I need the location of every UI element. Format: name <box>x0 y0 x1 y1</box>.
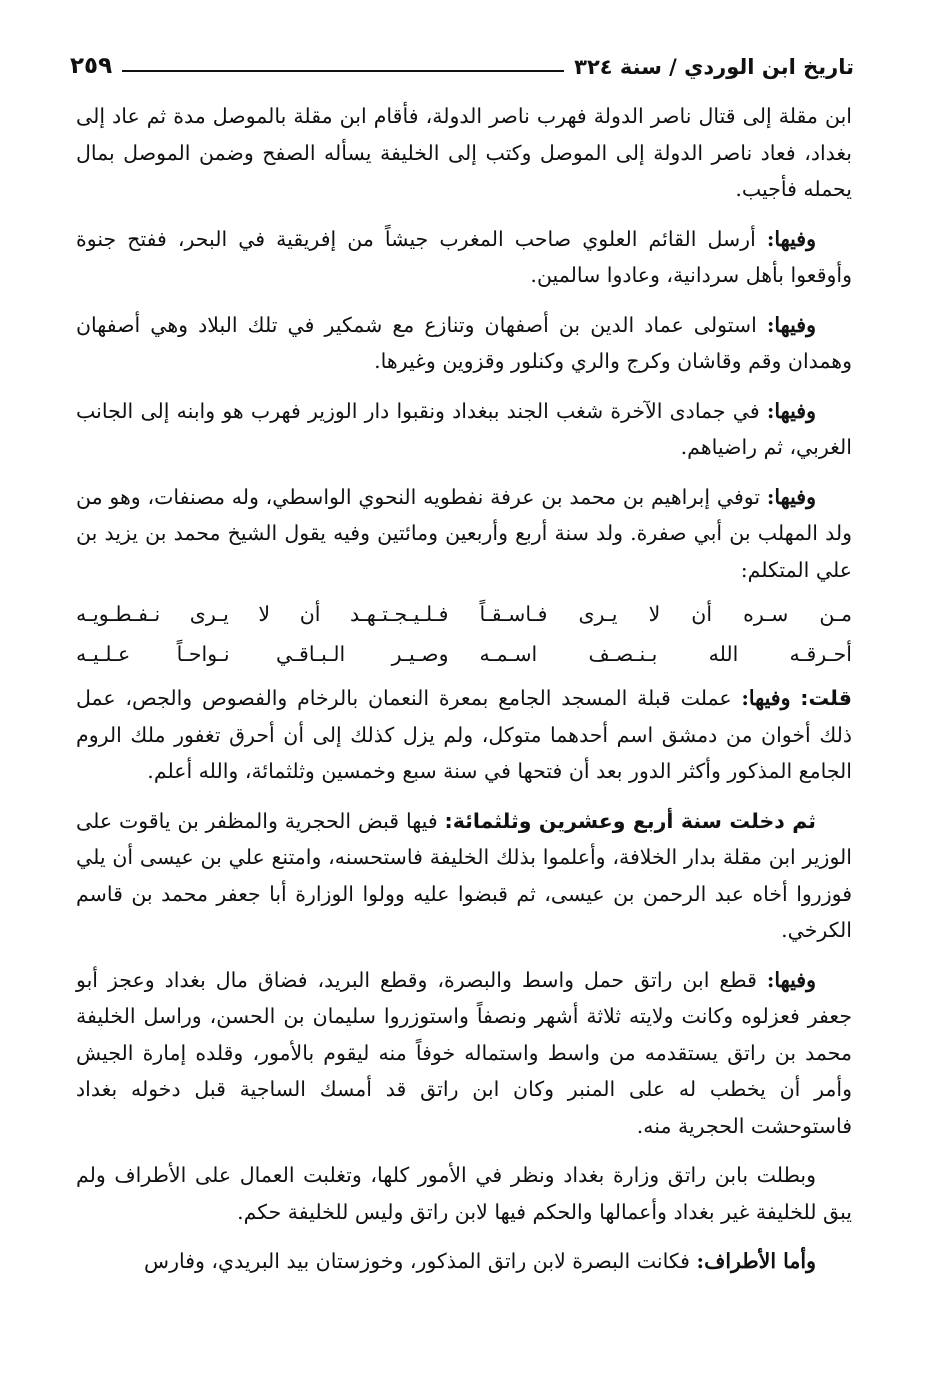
paragraph <box>76 307 852 380</box>
poem <box>76 594 852 674</box>
poem-hemistich-first: مـن سـره أن لا يـرى فـاسـقـاً <box>479 602 852 626</box>
paragraph <box>76 1157 852 1230</box>
paragraph-text: فيها قبض الحجرية والمظفر بن ياقوت على الوزير ابن مقلة بدار الخلافة، وأعلموا بذلك الخليفة فاستحسنه، وامتنع علي بن عيسى أن يلي فوزروا أخاه عبد الرحمن بن عيسى، ثم قبضوا عليه وولوا الوزارة أبا جعفر محمد بن قاسم الكرخي. <box>76 808 852 942</box>
header-rule <box>122 70 564 72</box>
page-number: ٢٥٩ <box>70 53 113 79</box>
paragraph-text: توفي إبراهيم بن محمد بن عرفة نفطويه النحوي الواسطي، وله مصنفات، وهو من ولد المهلب بن أبي صفرة. ولد سنة أربع وأربعين ومائتين وفيه يقول الشيخ محمد بن يزيد بن علي المتكلم: <box>76 484 852 582</box>
paragraph <box>76 98 852 208</box>
paragraph-lead: وفيها: <box>766 226 816 251</box>
paragraph-text: استولى عماد الدين بن أصفهان وتنازع مع شمكير في تلك البلاد وهي أصفهان وهمدان وقم وقاشان وكرج والري وكنلور وقزوين وغيرها. <box>76 312 852 373</box>
page-header <box>70 44 854 84</box>
paragraph <box>76 1243 852 1280</box>
paragraph <box>76 479 852 589</box>
paragraph-text: عملت قبلة المسجد الجامع بمعرة النعمان بالرخام والفصوص والجص، عمل ذلك أخوان من دمشق اسم أحدهما متوكل، ولم يزل كذلك إلى أن أحرق تغفور ملك الروم الجامع المذكور وأكثر الدور بعد أن فتحها في سنة سبع وخمسين وثلثمائة، والله أعلم. <box>76 686 852 783</box>
year-section <box>76 803 852 949</box>
paragraph-lead: وفيها: <box>766 398 816 423</box>
year-heading: ثم دخلت سنة أربع وعشرين وثلثمائة: <box>444 808 816 833</box>
paragraph-lead: وأما الأطراف: <box>696 1249 816 1273</box>
poem-verse <box>76 594 852 634</box>
running-title: تاريخ ابن الوردي / سنة ٣٢٤ <box>574 55 854 79</box>
paragraph-lead: وفيها: <box>766 312 816 337</box>
poem-hemistich-second: فـلـيـجـتـهـد أن لا يـرى نـفـطـويـه <box>76 602 449 626</box>
paragraph-text: فكانت البصرة لابن راتق المذكور، وخوزستان بيد البريدي، وفارس <box>144 1249 697 1273</box>
paragraph-text: قطع ابن راتق حمل واسط والبصرة، وقطع البريد، فضاق مال بغداد وعجز أبو جعفر فعزلوه وكانت ولايته ثلاثة أشهر ونصفاً واستوزروا سليمان بن الحسن، وراسل الخليفة محمد بن راتق يستقدمه من واسط واستماله خوفاً منه ليقوم بالأمور، وقلده إمارة الجيش وأمر أن يخطب له على المنبر وكان ابن راتق قد أمسك الساجية قبل دخوله بغداد فاستوحشت الحجرية منه. <box>76 967 852 1138</box>
poem-hemistich-second: وصـيـر الـبـاقـي نـواحـاً عـلـيـه <box>76 642 449 666</box>
qult-paragraph <box>76 680 852 790</box>
paragraph <box>76 962 852 1145</box>
paragraph-text: ابن مقلة إلى قتال ناصر الدولة فهرب ناصر الدولة، فأقام ابن مقلة بالموصل مدة ثم عاد إلى بغداد، فعاد ناصر الدولة إلى الموصل وكتب إلى الخليفة يسأله الصفح وضمن الموصل بمال يحمله فأجيب. <box>76 104 852 201</box>
paragraph-lead: وفيها: <box>766 484 816 509</box>
page-body <box>76 98 852 1293</box>
paragraph <box>76 221 852 294</box>
paragraph-text: في جمادى الآخرة شغب الجند ببغداد ونقبوا دار الوزير فهرب هو وابنه إلى الجانب الغربي، ثم راضياهم. <box>76 398 852 459</box>
qult-label: قلت: <box>800 686 852 710</box>
paragraph-text: أرسل القائم العلوي صاحب المغرب جيشاً من إفريقية في البحر، ففتح جنوة وأوقعوا بأهل سردانية، وعادوا سالمين. <box>76 226 852 287</box>
paragraph <box>76 393 852 466</box>
paragraph-lead: وفيها: <box>741 686 791 710</box>
poem-verse <box>76 634 852 674</box>
poem-hemistich-first: أحـرقـه الله بـنـصـف اسـمـه <box>479 642 852 666</box>
paragraph-text: وبطلت بابن راتق وزارة بغداد ونظر في الأمور كلها، وتغلبت العمال على الأطراف ولم يبق للخليفة غير بغداد وأعمالها والحكم فيها لابن راتق وليس للخليفة حكم. <box>76 1163 852 1224</box>
paragraph-lead: وفيها: <box>766 967 816 992</box>
